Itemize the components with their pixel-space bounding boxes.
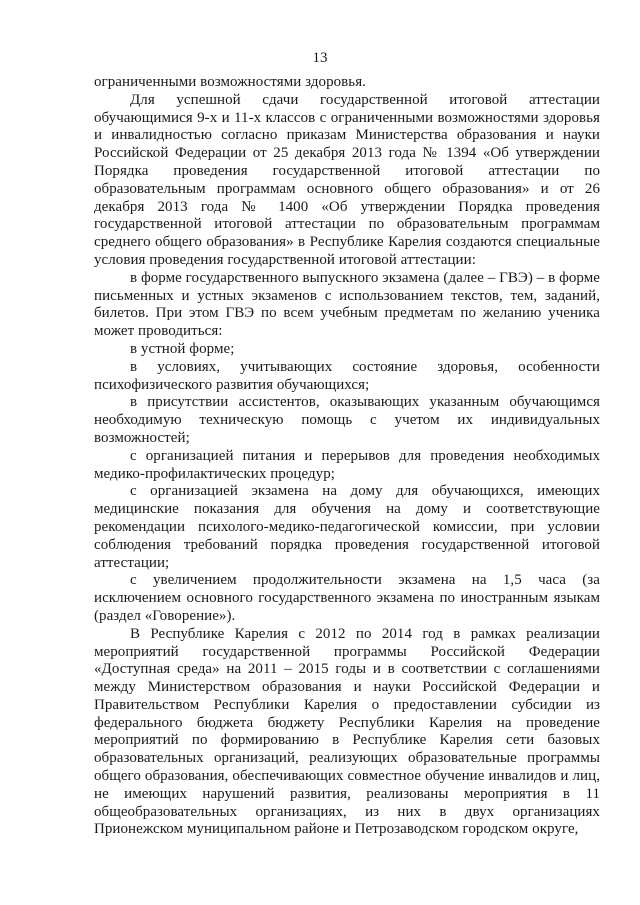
paragraph-gve-form: в форме государственного выпускного экзамена (далее – ГВЭ) – в форме письменных и устных экзаменов с использованием текстов, тем, заданий, билетов. При этом ГВЭ по всем учебным предметам по желанию ученика может проводиться: (94, 269, 600, 340)
document-body (94, 74, 600, 839)
paragraph-assistants: в присутствии ассистентов, оказывающих указанным обучающимся необходимую техническую помощь с учетом их индивидуальных возможностей; (94, 394, 600, 446)
paragraph-extended-time: с увеличением продолжительности экзамена на 1,5 часа (за исключением основного государственного экзамена по иностранным языкам (раздел «Говорение»). (94, 572, 600, 624)
paragraph-continuation: ограниченными возможностями здоровья. (94, 74, 366, 90)
paragraph-accessible-environment: В Республике Карелия с 2012 по 2014 год в рамках реализации мероприятий государственной программы Российской Федерации «Доступная среда» на 2011 – 2015 годы и в соответствии с соглашениями между Министерством образования и науки Российской Федерации и Правительством Республики Карелия о предоставлении субсидии из федерального бюджета бюджету Республики Карелия на проведение мероприятий по формированию в Республике Карелия сети базовых образовательных организаций, реализующих образовательные программы общего образования, обеспечивающих совместное обучение инвалидов и лиц, не имеющих нарушений развития, реализованы мероприятия в 11 общеобразовательных организациях, из них в двух организациях Прионежском муниципальном районе и Петрозаводском городском округе, (94, 625, 600, 838)
paragraph-gia-conditions: Для успешной сдачи государственной итоговой аттестации обучающимися 9-х и 11-х классов с ограниченными возможностями здоровья и инвалидностью согласно приказам Министерства образования и науки Российской Федерации от 25 декабря 2013 года № 1394 «Об утверждении Порядка проведения государственной итоговой аттестации по образовательным программам основного общего образования» и от 26 декабря 2013 года № 1400 «Об утверждении Порядка проведения государственной итоговой аттестации по образовательным программам среднего общего образования» в Республике Карелия создаются специальные условия проведения государственной итоговой аттестации: (94, 91, 600, 268)
paragraph-health-conditions: в условиях, учитывающих состояние здоровья, особенности психофизического развития обучающихся; (94, 358, 600, 393)
paragraph-oral-form: в устной форме; (130, 340, 235, 357)
page-number: 13 (312, 50, 328, 66)
paragraph-home-exam: с организацией экзамена на дому для обучающихся, имеющих медицинские показания для обучения на дому и соответствующие рекомендации психолого-медико-педагогической комиссии, при условии соблюдения требований порядка проведения государственной итоговой аттестации; (94, 483, 600, 571)
paragraph-meals-breaks: с организацией питания и перерывов для проведения необходимых медико-профилактических процедур; (94, 447, 600, 482)
